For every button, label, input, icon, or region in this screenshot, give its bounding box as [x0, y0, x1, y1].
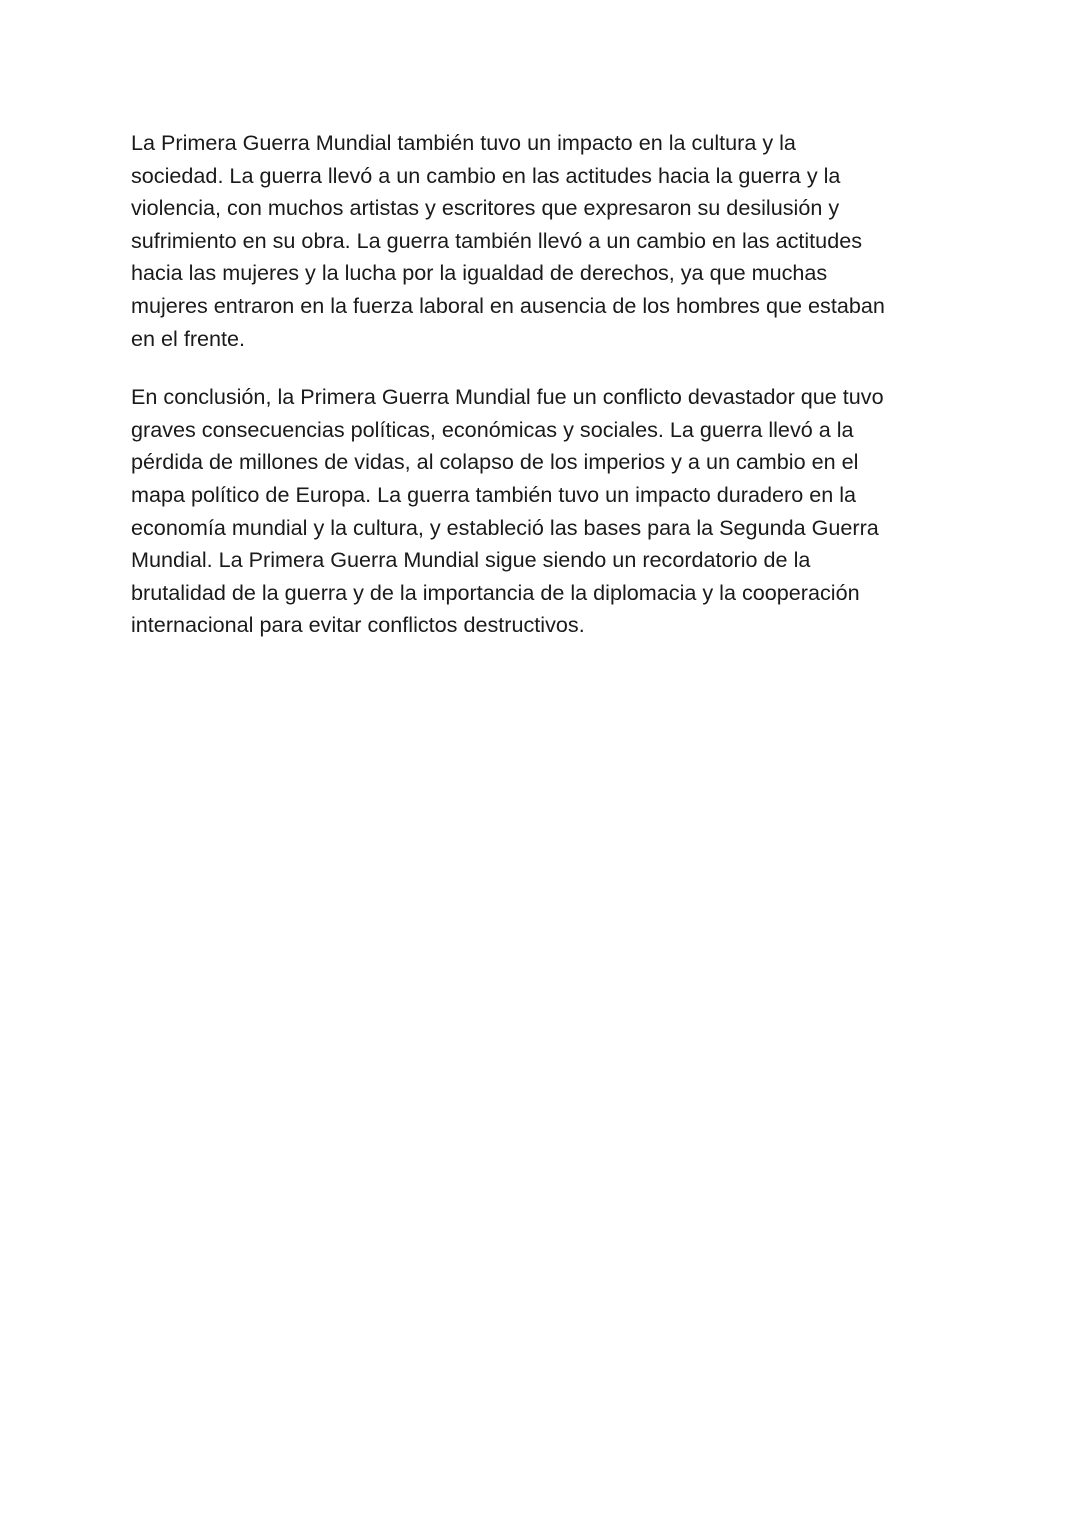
text-line: graves consecuencias políticas, económicas y sociales. La guerra llevó a la [131, 416, 854, 442]
text-line: sufrimiento en su obra. La guerra también llevó a un cambio en las actitudes [131, 227, 863, 253]
text-line: violencia, con muchos artistas y escritores que expresaron su desilusión y [131, 195, 840, 221]
text-line: La Primera Guerra Mundial también tuvo un impacto en la cultura y la [131, 130, 796, 155]
text-line: sociedad. La guerra llevó a un cambio en las actitudes hacia la guerra y la [131, 162, 841, 188]
text-line: mapa político de Europa. La guerra también tuvo un impacto duradero en la [131, 481, 857, 507]
text-line: En conclusión, la Primera Guerra Mundial fue un conflicto devastador que tuvo [131, 384, 884, 410]
text-line: economía mundial y la cultura, y estableció las bases para la Segunda Guerra [131, 514, 879, 540]
paragraph-conclusion [131, 381, 961, 642]
text-line: Mundial. La Primera Guerra Mundial sigue siendo un recordatorio de la [131, 547, 811, 573]
text-line: pérdida de millones de vidas, al colapso de los imperios y a un cambio en el [131, 449, 859, 475]
text-line: internacional para evitar conflictos destructivos. [131, 612, 585, 638]
text-line: brutalidad de la guerra y de la importancia de la diplomacia y la cooperación [131, 579, 860, 605]
paragraph-culture-society [131, 127, 961, 355]
text-line: mujeres entraron en la fuerza laboral en ausencia de los hombres que estaban [131, 292, 885, 318]
text-line: hacia las mujeres y la lucha por la igualdad de derechos, ya que muchas [131, 260, 828, 286]
document-body [131, 127, 961, 642]
text-line: en el frente. [131, 325, 246, 351]
